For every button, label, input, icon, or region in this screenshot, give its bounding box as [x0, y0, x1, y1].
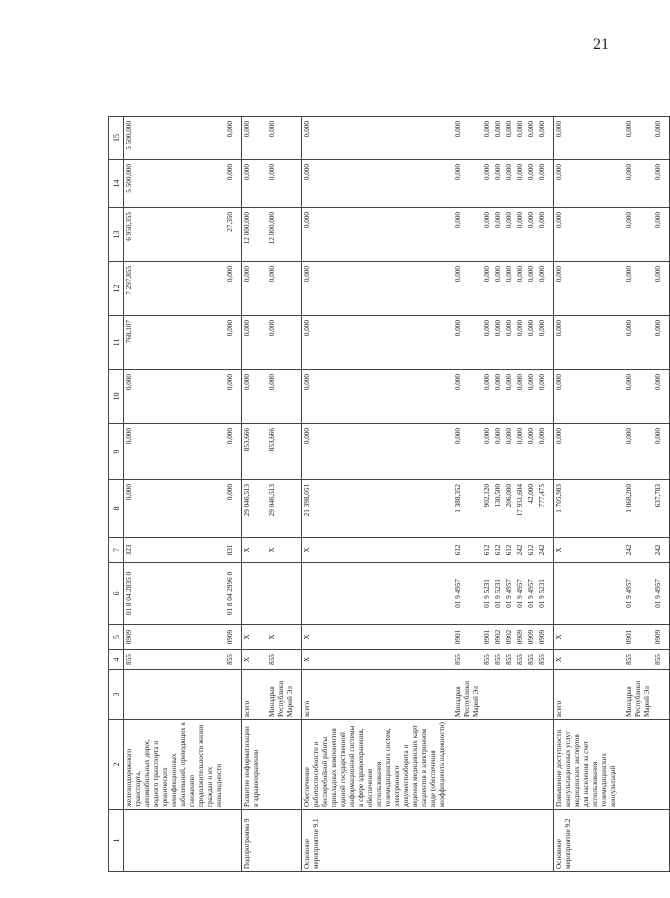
cell-c10: 0,000 [302, 370, 449, 424]
cell-c5: X [302, 625, 449, 650]
cell-c15: 0,000 [302, 117, 449, 160]
cell-c10: 0,000 [242, 370, 263, 424]
cell-c1 [515, 810, 526, 872]
cell-c8: 777,475 [537, 480, 548, 538]
cell-c15: 0,000 [225, 117, 236, 160]
cell-c15: 0,000 [554, 117, 620, 160]
cell-c10: 0,000 [482, 370, 493, 424]
cell-c1 [504, 810, 515, 872]
cell-c7: 612 [504, 538, 515, 563]
cell-c10: 0,000 [225, 370, 236, 424]
cell-c9: 0,000 [124, 424, 226, 480]
cell-c9: 0,000 [225, 424, 236, 480]
cell-c10: 0,000 [504, 370, 515, 424]
cell-c11: 0,000 [302, 316, 449, 370]
cell-c7: 612 [493, 538, 504, 563]
table-row [537, 117, 548, 872]
cell-c9: 0,000 [624, 424, 653, 480]
cell-c8: 637,783 [653, 480, 664, 538]
cell-c8: 206,000 [504, 480, 515, 538]
cell-c13: 12 000,000 [242, 208, 263, 262]
cell-c1 [493, 810, 504, 872]
cell-c10: 0,000 [267, 370, 296, 424]
cell-c2: Повышение доступности консультационных услуг медицинских экспертов для населения за счет использования телемедицинских консультаций [554, 720, 620, 810]
cell-c13: 0,000 [453, 208, 482, 262]
cell-c13: 0,000 [515, 208, 526, 262]
cell-c6: 01 8 04 2835 0 [124, 563, 226, 625]
cell-c7: 242 [537, 538, 548, 563]
spacer-cell [664, 720, 670, 810]
cell-c7: 242 [653, 538, 664, 563]
cell-c11: 0,000 [504, 316, 515, 370]
cell-c10: 0,000 [537, 370, 548, 424]
cell-c2: железнодорожного транспорта, автомобильных дорог, водного транспорта и хронических неинфекционных заболеваний, приводящих к снижению продолжительности жизни граждан и их инвалидности [124, 720, 226, 810]
cell-c15: 0,000 [504, 117, 515, 160]
spacer-cell [664, 160, 670, 208]
cell-c11: 0,000 [242, 316, 263, 370]
spacer-cell [664, 370, 670, 424]
cell-c11: 0,000 [515, 316, 526, 370]
cell-c3: всего [554, 670, 620, 720]
cell-c5: X [267, 625, 296, 650]
cell-c10: 0,000 [124, 370, 226, 424]
cell-c13: 0,000 [482, 208, 493, 262]
table-row [482, 117, 493, 872]
cell-c12: 0,000 [554, 262, 620, 316]
cell-c8: 0,000 [124, 480, 226, 538]
cell-c5: 0909 [526, 625, 537, 650]
table-body [124, 117, 670, 872]
cell-c8: 1 068,200 [624, 480, 653, 538]
cell-c12: 0,000 [653, 262, 664, 316]
cell-c4: 855 [482, 650, 493, 670]
cell-c12: 0,000 [537, 262, 548, 316]
column-header-8: 8 [109, 480, 124, 538]
cell-c3: Минздрав Республики Марий Эл [453, 670, 482, 720]
spacer-cell [664, 262, 670, 316]
table-row [526, 117, 537, 872]
cell-c13: 27,350 [225, 208, 236, 262]
table-row [302, 117, 449, 872]
cell-c3: Минздрав Республики Марий Эл [267, 670, 296, 720]
cell-c6: 01 9 4957 [526, 563, 537, 625]
cell-c6: 01 9 5231 [537, 563, 548, 625]
cell-c1: Основное мероприятие 9.2 [554, 810, 620, 872]
cell-c2 [225, 720, 236, 810]
cell-c3 [225, 670, 236, 720]
spacer-cell [664, 563, 670, 625]
cell-c9: 853,666 [267, 424, 296, 480]
cell-c7: 612 [453, 538, 482, 563]
cell-c4: 855 [124, 650, 226, 670]
cell-c12: 0,000 [482, 262, 493, 316]
cell-c8: 130,500 [493, 480, 504, 538]
cell-c11: 0,000 [493, 316, 504, 370]
cell-c4: 855 [453, 650, 482, 670]
cell-c6 [302, 563, 449, 625]
cell-c15: 0,000 [493, 117, 504, 160]
cell-c3 [653, 670, 664, 720]
cell-c4: 855 [537, 650, 548, 670]
cell-c10: 0,000 [493, 370, 504, 424]
cell-c12: 0,000 [504, 262, 515, 316]
cell-c4: 855 [225, 650, 236, 670]
cell-c1 [124, 810, 226, 872]
cell-c14: 0,000 [554, 160, 620, 208]
table-row [624, 117, 653, 872]
cell-c8: 29 046,513 [242, 480, 263, 538]
cell-c3: всего [302, 670, 449, 720]
cell-c1 [537, 810, 548, 872]
cell-c11: 0,000 [653, 316, 664, 370]
column-header-10: 10 [109, 370, 124, 424]
cell-c5: X [242, 625, 263, 650]
cell-c1 [653, 810, 664, 872]
cell-c5: 0909 [537, 625, 548, 650]
cell-c9: 0,000 [537, 424, 548, 480]
spacer-cell [664, 208, 670, 262]
cell-c2 [653, 720, 664, 810]
header-row [109, 117, 124, 872]
cell-c9: 0,000 [493, 424, 504, 480]
cell-c15: 0,000 [242, 117, 263, 160]
cell-c10: 0,000 [453, 370, 482, 424]
cell-c7: X [554, 538, 620, 563]
cell-c8: 21 398,051 [302, 480, 449, 538]
table-row [554, 117, 620, 872]
cell-c4: 855 [653, 650, 664, 670]
cell-c4: 855 [515, 650, 526, 670]
cell-c4: 855 [493, 650, 504, 670]
rotated-table-wrapper [108, 117, 662, 872]
cell-c2 [504, 720, 515, 810]
cell-c7: X [302, 538, 449, 563]
spacer-cell [664, 625, 670, 650]
cell-c11: 0,000 [225, 316, 236, 370]
cell-c14: 0,000 [493, 160, 504, 208]
cell-c1: Подпрограмма 9 [242, 810, 263, 872]
cell-c3 [482, 670, 493, 720]
cell-c6: 01 9 5231 [493, 563, 504, 625]
cell-c6 [242, 563, 263, 625]
column-header-7: 7 [109, 538, 124, 563]
cell-c11: 0,000 [554, 316, 620, 370]
cell-c7: 242 [515, 538, 526, 563]
cell-c4: X [302, 650, 449, 670]
cell-c11: 0,000 [624, 316, 653, 370]
table-row [225, 117, 236, 872]
cell-c8: 902,120 [482, 480, 493, 538]
cell-c9: 0,000 [515, 424, 526, 480]
cell-c5: 0901 [624, 625, 653, 650]
cell-c2 [526, 720, 537, 810]
cell-c7: 831 [225, 538, 236, 563]
cell-c3: всего [242, 670, 263, 720]
cell-c13: 0,000 [624, 208, 653, 262]
cell-c13: 0,000 [302, 208, 449, 262]
column-header-12: 12 [109, 262, 124, 316]
cell-c5: 0909 [653, 625, 664, 650]
cell-c7: 612 [526, 538, 537, 563]
cell-c10: 0,000 [624, 370, 653, 424]
cell-c12: 0,000 [225, 262, 236, 316]
table-row [124, 117, 226, 872]
cell-c3 [515, 670, 526, 720]
table-row [504, 117, 515, 872]
cell-c4: X [242, 650, 263, 670]
cell-c13: 0,000 [554, 208, 620, 262]
cell-c13: 0,000 [537, 208, 548, 262]
cell-c9: 0,000 [554, 424, 620, 480]
cell-c8: 17 951,604 [515, 480, 526, 538]
cell-c10: 0,000 [526, 370, 537, 424]
cell-c1: Основное мероприятие 9.1 [302, 810, 449, 872]
cell-c2 [267, 720, 296, 810]
spacer-cell [664, 810, 670, 872]
cell-c7: 323 [124, 538, 226, 563]
cell-c15: 0,000 [267, 117, 296, 160]
cell-c2 [537, 720, 548, 810]
cell-c15: 5 500,000 [124, 117, 226, 160]
table-row [267, 117, 296, 872]
cell-c12: 0,000 [624, 262, 653, 316]
cell-c13: 0,000 [493, 208, 504, 262]
cell-c12: 0,000 [453, 262, 482, 316]
cell-c14: 0,000 [515, 160, 526, 208]
cell-c14: 5 500,000 [124, 160, 226, 208]
cell-c2: Развитие информатизации в здравоохранении [242, 720, 263, 810]
spacer-cell [664, 424, 670, 480]
cell-c7: 612 [482, 538, 493, 563]
cell-c4: 855 [504, 650, 515, 670]
cell-c12: 0,000 [515, 262, 526, 316]
cell-c4: 855 [267, 650, 296, 670]
cell-c2 [515, 720, 526, 810]
spacer-cell [664, 538, 670, 563]
table-row [242, 117, 263, 872]
cell-c3 [124, 670, 226, 720]
table-row [453, 117, 482, 872]
cell-c6: 01 9 5231 [482, 563, 493, 625]
cell-c1 [225, 810, 236, 872]
spacer-cell [664, 670, 670, 720]
cell-c3 [504, 670, 515, 720]
cell-c15: 0,000 [482, 117, 493, 160]
cell-c13: 12 000,000 [267, 208, 296, 262]
column-header-4: 4 [109, 650, 124, 670]
cell-c5: 0901 [482, 625, 493, 650]
cell-c12: 0,000 [302, 262, 449, 316]
cell-c9: 0,000 [504, 424, 515, 480]
cell-c6 [554, 563, 620, 625]
cell-c5: 0909 [225, 625, 236, 650]
cell-c15: 0,000 [537, 117, 548, 160]
cell-c13: 6 950,355 [124, 208, 226, 262]
cell-c10: 0,000 [554, 370, 620, 424]
cell-c4: X [554, 650, 620, 670]
cell-c10: 0,000 [515, 370, 526, 424]
column-header-11: 11 [109, 316, 124, 370]
column-header-14: 14 [109, 160, 124, 208]
spacer-cell [664, 117, 670, 160]
cell-c7: X [267, 538, 296, 563]
cell-c14: 0,000 [653, 160, 664, 208]
column-header-9: 9 [109, 424, 124, 480]
column-header-3: 3 [109, 670, 124, 720]
cell-c14: 0,000 [537, 160, 548, 208]
spacer-cell [664, 480, 670, 538]
cell-c9: 0,000 [482, 424, 493, 480]
cell-c15: 0,000 [526, 117, 537, 160]
cell-c8: 1 388,352 [453, 480, 482, 538]
spacer-cell [664, 650, 670, 670]
cell-c9: 0,000 [653, 424, 664, 480]
cell-c6: 01 9 4957 [453, 563, 482, 625]
table-row [493, 117, 504, 872]
cell-c14: 0,000 [302, 160, 449, 208]
column-header-2: 2 [109, 720, 124, 810]
table-row [515, 117, 526, 872]
cell-c3 [493, 670, 504, 720]
cell-c3 [537, 670, 548, 720]
cell-c7: 242 [624, 538, 653, 563]
cell-c1 [526, 810, 537, 872]
cell-c2 [453, 720, 482, 810]
cell-c8: 1 705,983 [554, 480, 620, 538]
budget-table [108, 116, 670, 872]
cell-c8: 0,000 [225, 480, 236, 538]
cell-c5: 0901 [453, 625, 482, 650]
cell-c3 [526, 670, 537, 720]
column-header-6: 6 [109, 563, 124, 625]
cell-c15: 0,000 [624, 117, 653, 160]
cell-c14: 0,000 [267, 160, 296, 208]
cell-c12: 0,000 [526, 262, 537, 316]
cell-c11: 0,000 [267, 316, 296, 370]
cell-c5: 0909 [124, 625, 226, 650]
cell-c8: 29 046,513 [267, 480, 296, 538]
table-row [653, 117, 664, 872]
cell-c6: 01 8 04 2996 0 [225, 563, 236, 625]
cell-c5: 0909 [515, 625, 526, 650]
column-header-1: 1 [109, 810, 124, 872]
cell-c14: 0,000 [242, 160, 263, 208]
cell-c5: 0902 [493, 625, 504, 650]
cell-c12: 0,000 [242, 262, 263, 316]
cell-c12: 0,000 [493, 262, 504, 316]
column-header-5: 5 [109, 625, 124, 650]
cell-c4: 855 [624, 650, 653, 670]
cell-c8: 42,000 [526, 480, 537, 538]
cell-c14: 0,000 [453, 160, 482, 208]
cell-c7: X [242, 538, 263, 563]
cell-c11: 0,000 [482, 316, 493, 370]
cell-c12: 7 297,855 [124, 262, 226, 316]
cell-c14: 0,000 [482, 160, 493, 208]
cell-c14: 0,000 [504, 160, 515, 208]
cell-c9: 853,666 [242, 424, 263, 480]
cell-c11: 0,000 [453, 316, 482, 370]
cell-c10: 0,000 [653, 370, 664, 424]
cell-c2 [624, 720, 653, 810]
cell-c13: 0,000 [653, 208, 664, 262]
cell-c15: 0,000 [453, 117, 482, 160]
cell-c6: 01 9 4957 [624, 563, 653, 625]
cell-c11: 768,107 [124, 316, 226, 370]
cell-c1 [453, 810, 482, 872]
cell-c2 [493, 720, 504, 810]
column-header-13: 13 [109, 208, 124, 262]
cell-c9: 0,000 [526, 424, 537, 480]
cell-c11: 0,000 [526, 316, 537, 370]
cell-c12: 0,000 [267, 262, 296, 316]
cell-c4: 855 [526, 650, 537, 670]
cell-c15: 0,000 [653, 117, 664, 160]
cell-c14: 0,000 [526, 160, 537, 208]
cell-c5: X [554, 625, 620, 650]
cell-c14: 0,000 [225, 160, 236, 208]
cell-c15: 0,000 [515, 117, 526, 160]
cell-c6: 01 9 4957 [504, 563, 515, 625]
cell-c1 [482, 810, 493, 872]
cell-c5: 0902 [504, 625, 515, 650]
cell-c2: Обеспечение работоспособности и бесперебойной работы прикладных компонентов единой государственной информационной системы в сфере здравоохранения, обеспечение использования телемедицинских систем, электронного документооборота и ведения медицинских карт пациентов в электронном виде (обеспечения коэффициента надежности) [302, 720, 449, 810]
cell-c6 [267, 563, 296, 625]
row-spacer [664, 117, 670, 872]
spacer-cell [664, 316, 670, 370]
cell-c3: Минздрав Республики Марий Эл [624, 670, 653, 720]
cell-c9: 0,000 [302, 424, 449, 480]
cell-c14: 0,000 [624, 160, 653, 208]
cell-c6: 01 9 4957 [515, 563, 526, 625]
cell-c2 [482, 720, 493, 810]
cell-c6: 01 9 4957 [653, 563, 664, 625]
cell-c1 [267, 810, 296, 872]
column-header-15: 15 [109, 117, 124, 160]
cell-c1 [624, 810, 653, 872]
cell-c11: 0,000 [537, 316, 548, 370]
page-number: 21 [593, 36, 609, 53]
cell-c13: 0,000 [526, 208, 537, 262]
cell-c13: 0,000 [504, 208, 515, 262]
cell-c9: 0,000 [453, 424, 482, 480]
